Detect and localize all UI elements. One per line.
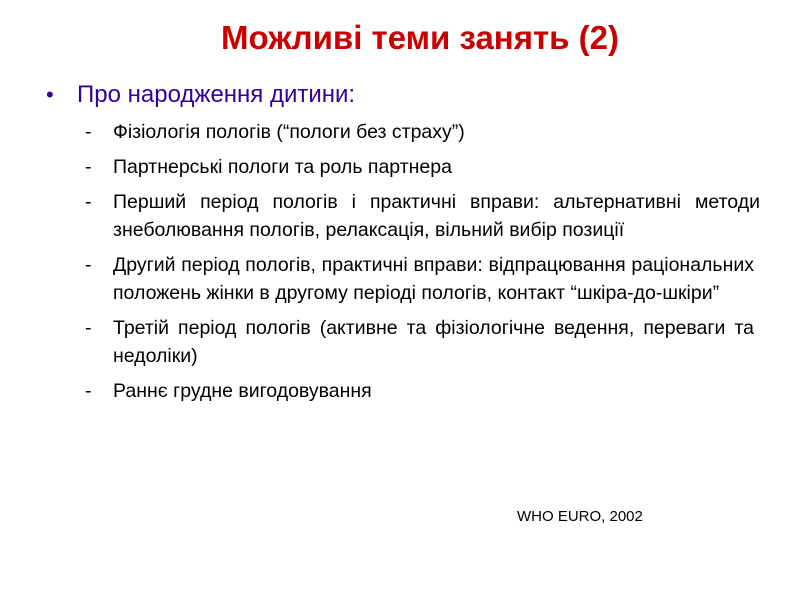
sub-item-dash: - — [85, 380, 92, 402]
slide-content — [40, 78, 760, 412]
sub-item-dash: - — [85, 191, 92, 213]
sub-item — [40, 188, 760, 244]
sub-item-text: Раннє грудне вигодовування — [113, 380, 372, 402]
source-citation: WHO EURO, 2002 — [517, 508, 643, 525]
sub-list — [40, 118, 760, 405]
sub-item-dash: - — [85, 156, 92, 178]
sub-item-text: Партнерські пологи та роль партнера — [113, 156, 452, 178]
bullet-text: Про народження дитини: — [77, 81, 356, 108]
sub-item-text: Перший період пологів і практичні вправи: альтернативні методи знеболювання пологів, релаксація, вільний вибір позиції — [113, 191, 760, 241]
sub-item — [40, 118, 760, 146]
sub-item — [40, 153, 760, 181]
sub-item — [40, 377, 760, 405]
sub-item-dash: - — [85, 121, 92, 143]
sub-item-dash: - — [85, 317, 92, 339]
sub-item — [40, 314, 760, 370]
sub-item-text: Другий період пологів, практичні вправи: відпрацювання раціональних положень жінки в другому періоді пологів, контакт “шкіра-до-шкіри” — [113, 254, 754, 304]
bullet-item — [40, 78, 760, 112]
sub-item-text: Фізіологія пологів (“пологи без страху”) — [113, 121, 465, 143]
bullet-marker: • — [46, 82, 54, 107]
sub-item-dash: - — [85, 254, 92, 276]
slide-title: Можливі теми занять (2) — [221, 19, 619, 56]
sub-item — [40, 251, 760, 307]
sub-item-text: Третій період пологів (активне та фізіологічне ведення, переваги та недоліки) — [113, 317, 754, 367]
